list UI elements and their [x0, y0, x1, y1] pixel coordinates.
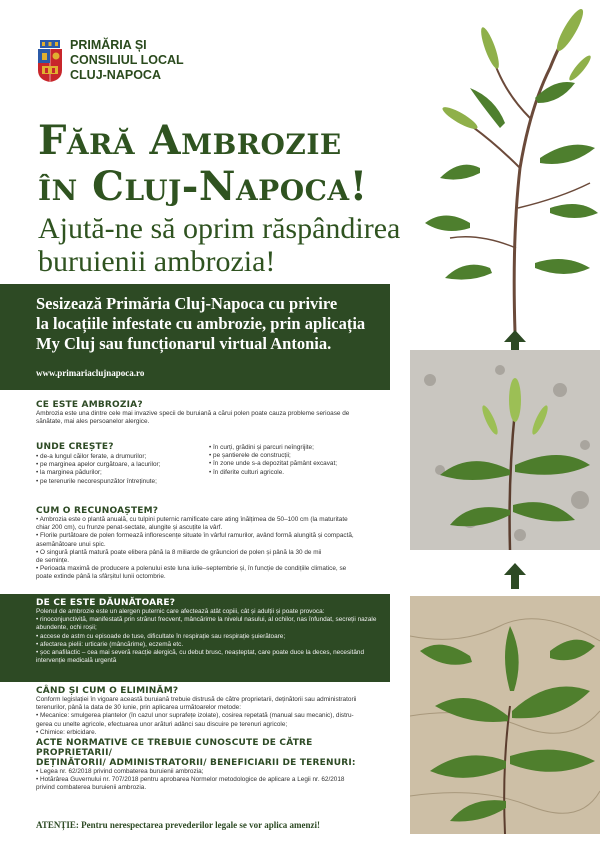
- banner-text: [36, 294, 390, 354]
- list-item: • Florile purtătoare de polen formează inflorescențe situate în vârful ramurilor, având formă alungită și compactă,: [36, 532, 354, 540]
- list-item: • Chimice: erbicidare.: [36, 728, 97, 736]
- section-heading: DEȚINĂTORII/ ADMINISTRATORII/ BENEFICIARII DE TERENURI:: [36, 758, 356, 768]
- list-item: • accese de astm cu episoade de tuse, dificultate în respirație sau respirație șuierătoare;: [36, 632, 286, 640]
- page-subtitle: [38, 212, 400, 278]
- ragweed-seedling-photo: [410, 596, 600, 834]
- section-heading: ACTE NORMATIVE CE TREBUIE CUNOSCUTE DE CĂTRE PROPRIETARII/: [36, 738, 313, 758]
- photo-column: [390, 0, 600, 844]
- list-item: • în zone unde s-a depozitat pământ excavat;: [209, 460, 337, 468]
- list-item: • O singură plantă matură poate elibera până la 8 miliarde de grăunciori de polen și până la 30 de mii: [36, 548, 322, 556]
- list-item: • Ambrozia este o plantă anuală, cu tulpini puternic ramificate care ating înălțimea de 50–100 cm (la maturitate: [36, 516, 348, 523]
- list-item: terenurilor, până la data de 30 iunie, prin aplicarea următoarelor metode:: [36, 704, 241, 712]
- list-item: • Legea nr. 62/2018 privind combaterea buruienii ambrozia;: [36, 768, 204, 775]
- logo-line-2: CONSILIUL LOCAL: [70, 53, 184, 67]
- section-where: [36, 442, 382, 486]
- logo: [36, 38, 184, 83]
- list-item: poate extinde până la sfârșitul lunii octombrie.: [36, 573, 166, 581]
- section-heading: CUM O RECUNOAȘTEM?: [36, 506, 159, 516]
- arrow-up-icon: [504, 563, 526, 589]
- list-item: • în diferite culturi agricole.: [209, 468, 285, 476]
- section-heading: UNDE CREȘTE?: [36, 442, 114, 452]
- list-item: • Hotărârea Guvernului nr. 707/2018 pentru aprobarea Normelor metodologice de aplicare a Legii nr. 62/2018: [36, 776, 345, 784]
- logo-line-1: PRIMĂRIA ȘI: [70, 38, 147, 52]
- list-item: • șoc anafilactic – cea mai severă reacție alergică, cu debut brusc, neașteptat, care poate duce la deces, necesitând intervenție medicală urgentă: [36, 649, 364, 665]
- section-text: sănătate, mai ales persoanelor alergice.: [36, 418, 150, 426]
- list-item: gerea cu unelte agricole, efectuarea unor arături adânci sau discuire pe terenuri agricole;: [36, 720, 288, 728]
- section-recognize: [36, 506, 382, 582]
- list-item: • Mecanice: smulgerea plantelor (în cazul unor suprafețe izolate), cosirea repetată (manual sau mecanic), distru-: [36, 712, 354, 720]
- section-what: [36, 400, 382, 426]
- ragweed-plant-photo: [420, 8, 600, 332]
- ragweed-gravel-photo: [410, 350, 600, 550]
- section-laws: [36, 738, 382, 793]
- subtitle-line-1: Ajută-ne să oprim răspândirea: [38, 212, 401, 245]
- report-banner: [0, 284, 390, 390]
- banner-line-2: la locațiile infestate cu ambrozie, prin aplicația: [36, 314, 366, 333]
- list-item: privind combaterea buruienii ambrozia.: [36, 784, 147, 792]
- list-item: Polenul de ambrozie este un alergen puternic care afectează atât copiii, cât și adulții și poate provoca:: [36, 608, 325, 615]
- section-heading: DE CE ESTE DĂUNĂTOARE?: [36, 598, 176, 608]
- list-item: • Perioada maximă de producere a polenului este luna iulie–septembrie și, în funcție de condițiile climatice, se: [36, 565, 347, 573]
- list-item: chiar 200 cm), cu frunze penat-sectate, alungite și ascuțite la vârf.: [36, 524, 223, 532]
- page-title: [38, 118, 368, 210]
- section-heading: CÂND ȘI CUM O ELIMINĂM?: [36, 686, 179, 696]
- section-harmful: [0, 594, 390, 682]
- list-item: asemănătoare unui spic.: [36, 540, 106, 548]
- section-heading: CE ESTE AMBROZIA?: [36, 400, 143, 410]
- subtitle-line-2: buruienii ambrozia!: [38, 245, 276, 278]
- section-eliminate: [36, 686, 382, 737]
- list-item: • în curți, grădini și parcuri neîngrijite;: [209, 444, 314, 451]
- website-link[interactable]: www.primariaclujnapoca.ro: [36, 368, 145, 378]
- list-item: • pe marginea apelor curgătoare, a lacurilor;: [36, 461, 161, 469]
- logo-line-3: CLUJ-NAPOCA: [70, 68, 161, 82]
- where-right-list: [209, 444, 382, 486]
- logo-text: [70, 38, 184, 83]
- list-item: • rinoconjunctivită, manifestată prin strănut frecvent, mâncărime la nivelul nasului, al ochilor, nas înfundat, secreții nazale abundente, ochi roșii;: [36, 616, 377, 632]
- list-item: • la marginea pădurilor;: [36, 469, 102, 477]
- list-item: • pe șantierele de construcții;: [209, 452, 291, 460]
- list-item: • afectarea pielii: urticarie (mâncărime), eczemă etc.: [36, 640, 184, 648]
- coat-of-arms-icon: [36, 40, 64, 82]
- banner-line-1: Sesizează Primăria Cluj-Napoca cu privire: [36, 294, 338, 313]
- where-left-list: [36, 444, 209, 486]
- list-item: • pe terenurile necorespunzător întreținute;: [36, 477, 157, 485]
- list-item: Conform legislației în vigoare această buruiană trebuie distrusă de către proprietarii, deținătorii sau administratorii: [36, 696, 357, 703]
- section-text: Ambrozia este una dintre cele mai invazive specii de buruiană a cărui polen poate cauza probleme serioase de: [36, 410, 350, 417]
- warning-footer: ATENȚIE: Pentru nerespectarea prevederilor legale se vor aplica amenzi!: [36, 820, 320, 830]
- title-line-2: în Cluj-Napoca!: [38, 163, 368, 210]
- list-item: de semințe.: [36, 557, 70, 565]
- list-item: • de-a lungul căilor ferate, a drumurilor;: [36, 453, 147, 460]
- title-line-1: Fără Ambrozie: [38, 117, 342, 164]
- banner-line-3: My Cluj sau funcționarul virtual Antonia.: [36, 334, 332, 353]
